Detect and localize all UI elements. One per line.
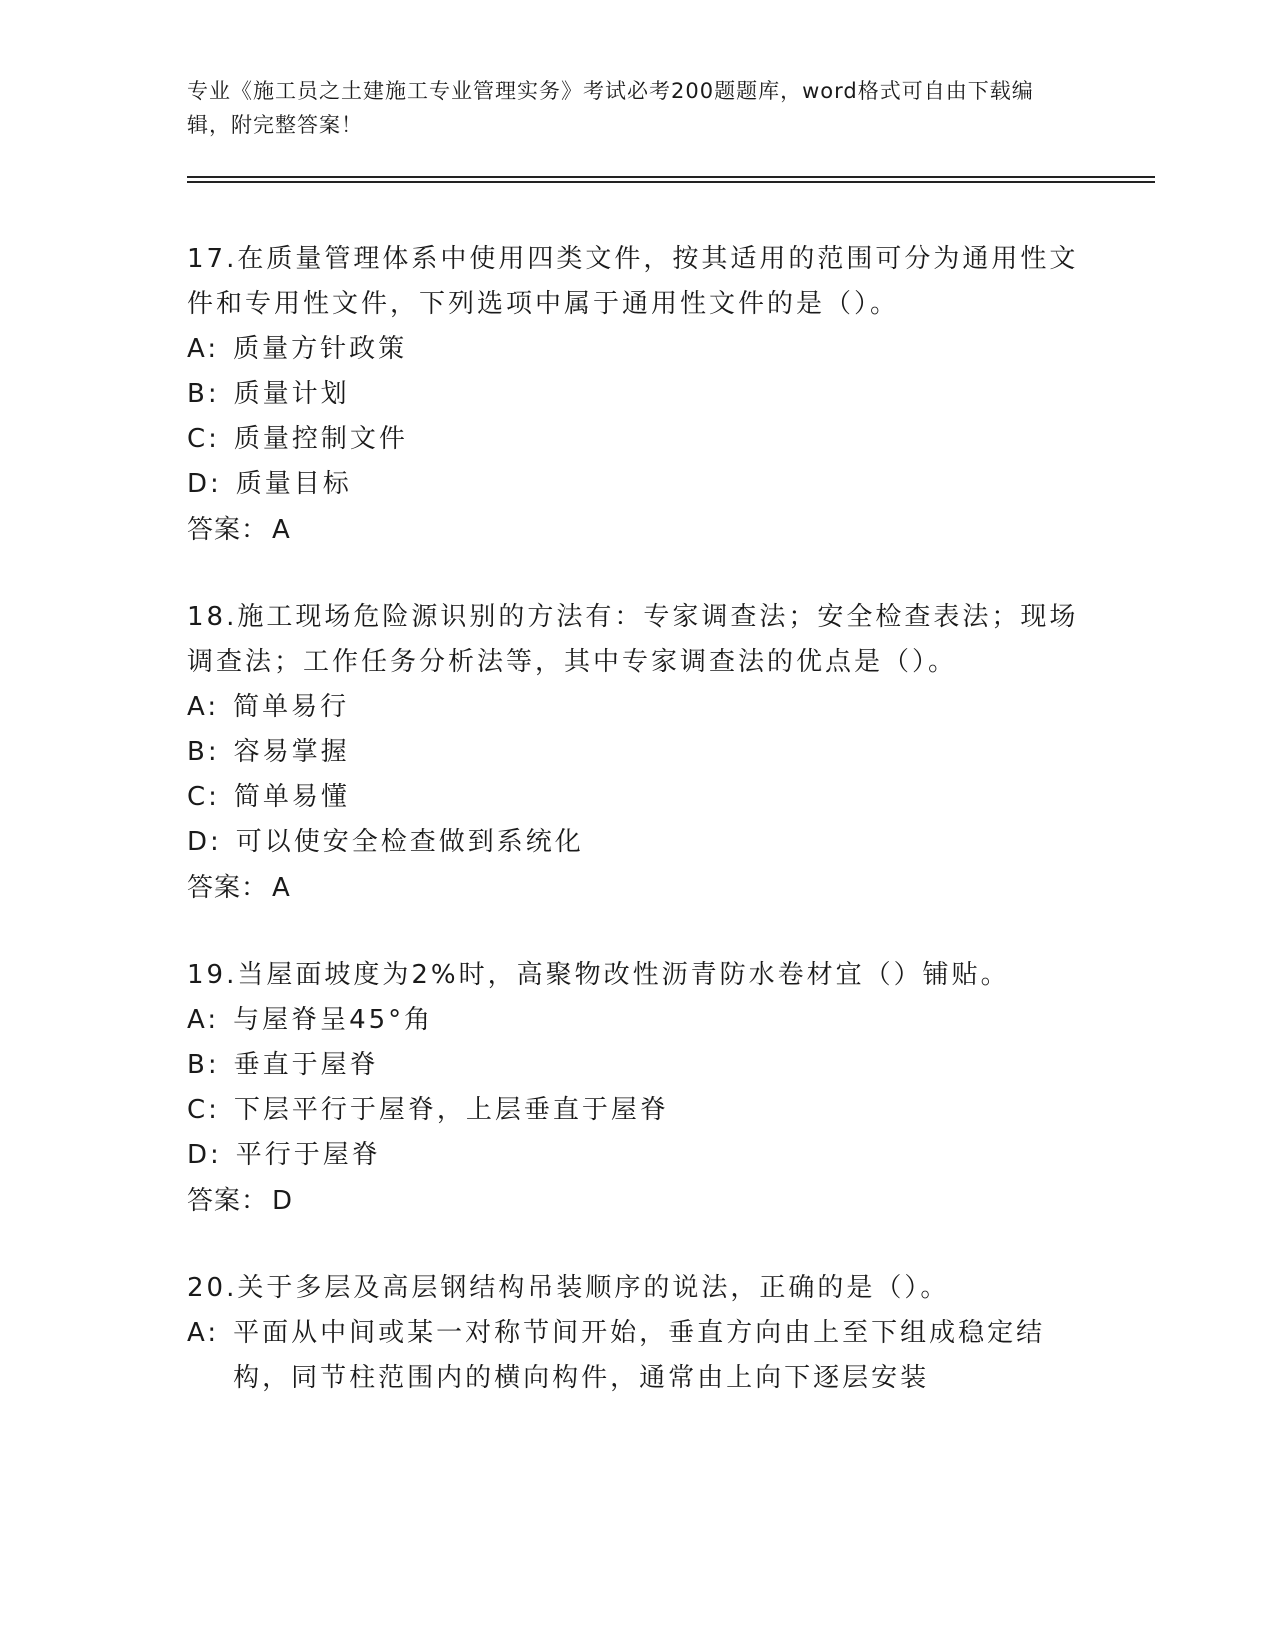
option-b	[187, 372, 1087, 417]
option-text: 质量目标	[235, 469, 352, 499]
header-divider-secondary	[187, 181, 1155, 183]
option-text: 垂直于屋脊	[233, 1050, 379, 1080]
option-text: 容易掌握	[233, 737, 350, 767]
option-d	[187, 820, 1087, 865]
answer-value: A	[272, 873, 291, 903]
option-key: A:	[187, 692, 220, 722]
option-key: B:	[187, 379, 220, 409]
header-divider	[187, 176, 1155, 178]
option-key: A:	[187, 334, 220, 364]
option-text: 简单易行	[233, 692, 350, 722]
answer-value: A	[272, 515, 291, 545]
option-key: A:	[187, 1005, 220, 1035]
question-list	[187, 237, 1087, 1443]
option-key: C:	[187, 424, 220, 454]
question-item	[187, 237, 1087, 553]
option-a	[187, 998, 1087, 1043]
option-a	[187, 685, 1087, 730]
answer-line	[187, 507, 1087, 553]
option-a	[187, 327, 1087, 372]
option-key: D:	[187, 469, 222, 499]
option-text: 平面从中间或某一对称节间开始，垂直方向由上至下组成稳定结构，同节柱范围内的横向构件，通常由上向下逐层安装	[233, 1318, 1046, 1393]
option-text: 可以使安全检查做到系统化	[235, 827, 584, 857]
option-c	[187, 775, 1087, 820]
option-key: A:	[187, 1318, 220, 1348]
option-d	[187, 462, 1087, 507]
option-d	[187, 1133, 1087, 1178]
option-key: D:	[187, 827, 222, 857]
question-stem: 20.关于多层及高层钢结构吊装顺序的说法，正确的是（）。	[187, 1273, 950, 1303]
option-text: 平行于屋脊	[235, 1140, 381, 1170]
option-b	[187, 1043, 1087, 1088]
option-key: C:	[187, 1095, 220, 1125]
document-intro: 专业《施工员之土建施工专业管理实务》考试必考200题题库，word格式可自由下载编辑，附完整答案！	[187, 79, 1034, 137]
option-key: B:	[187, 1050, 220, 1080]
question-item	[187, 595, 1087, 911]
option-key: B:	[187, 737, 220, 767]
option-text: 下层平行于屋脊，上层垂直于屋脊	[233, 1095, 669, 1125]
question-item	[187, 1266, 1087, 1401]
question-item	[187, 953, 1087, 1224]
option-text: 简单易懂	[233, 782, 350, 812]
option-c	[187, 417, 1087, 462]
option-text: 与屋脊呈45°角	[233, 1005, 434, 1035]
option-key: C:	[187, 782, 220, 812]
answer-line	[187, 1178, 1087, 1224]
answer-label: 答案：	[187, 515, 269, 545]
answer-label: 答案：	[187, 873, 269, 903]
option-text: 质量方针政策	[233, 334, 408, 364]
option-text: 质量控制文件	[233, 424, 408, 454]
option-text: 质量计划	[233, 379, 350, 409]
answer-value: D	[272, 1186, 294, 1216]
answer-label: 答案：	[187, 1186, 269, 1216]
question-stem: 17.在质量管理体系中使用四类文件，按其适用的范围可分为通用性文件和专用性文件，下列选项中属于通用性文件的是（）。	[187, 244, 1079, 319]
option-key: D:	[187, 1140, 222, 1170]
option-a	[187, 1311, 1087, 1401]
answer-line	[187, 865, 1087, 911]
option-b	[187, 730, 1087, 775]
question-stem: 18.施工现场危险源识别的方法有：专家调查法；安全检查表法；现场调查法；工作任务分析法等，其中专家调查法的优点是（）。	[187, 602, 1079, 677]
option-c	[187, 1088, 1087, 1133]
question-stem: 19.当屋面坡度为2%时，高聚物改性沥青防水卷材宜（）铺贴。	[187, 960, 1010, 990]
